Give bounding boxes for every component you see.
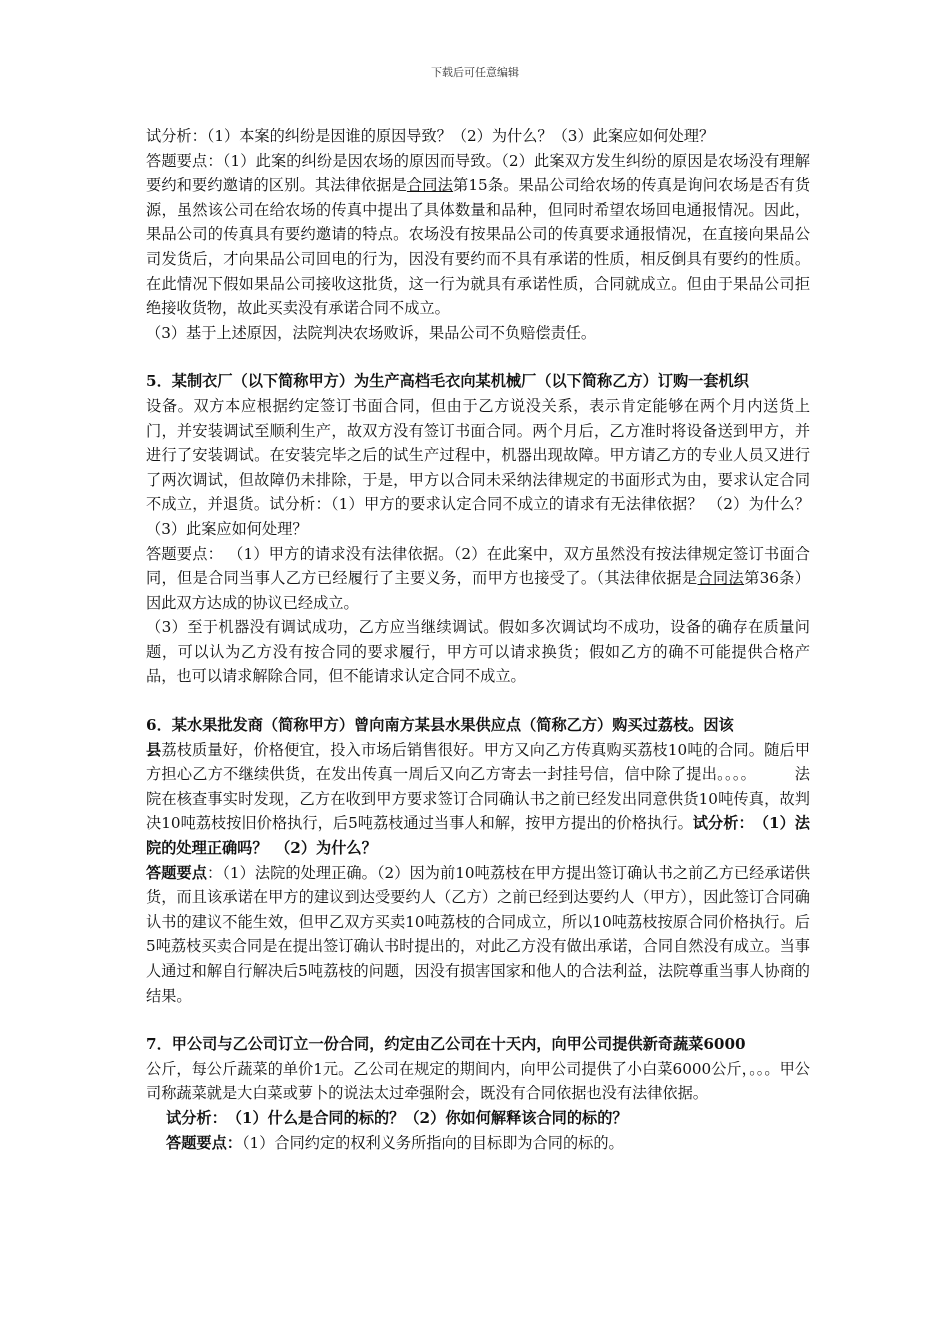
case7-title: 7．甲公司与乙公司订立一份合同，约定由乙公司在十天内，向甲公司提供新奇蔬菜6000 xyxy=(146,1035,746,1054)
case4-answer xyxy=(146,149,810,321)
case6-question: （1）法院的处理正确吗？ （2）为什么？ xyxy=(146,814,810,858)
page-header: 下载后可任意编辑 xyxy=(431,66,519,79)
case6-answer xyxy=(146,861,810,1009)
contract-law-link[interactable]: 合同法 xyxy=(697,569,745,588)
case4-answer-text-cont: 第15条。果品公司给农场的传真是询问农场是否有货源，虽然该公司在给农场的传真中提出了具体数量和品种，但同时希望农场回电通报情况。因此，果品公司的传真具有要约邀请的特点。农场没有按果品公司的传真要求通报情况，在直接向果品公司发货后，才向果品公司回电的行为，因没有要约而不具有承诺的性质，相反倒具有要约的性质。在此情况下假如果品公司接收这批货，这一行为就具有承诺性质，合同就成立。但由于果品公司拒绝接收货物，故此买卖没有承诺合同不成立。 xyxy=(146,176,811,318)
case5-answer-text: 答题要点： （1）甲方的请求没有法律依据。（2）在此案中，双方虽然没有按法律规定签订书面合同，但是合同当事人乙方已经履行了主要义务，而甲方也接受了。（其法律依据是 xyxy=(146,544,810,588)
case5-answer-text-cont: 第36条）因此双方达成的协议已经成立。 xyxy=(146,569,810,612)
case6-question-label: 试分析： xyxy=(692,814,747,833)
case6-answer-text: ：（1）法院的处理正确。（2）因为前10吨荔枝在甲方提出签订确认书之前乙方已经承诺供货，而且该承诺在甲方的建议到达受要约人（乙方）之前已经到达要约人（甲方），因此签订合同确认书的建议不能生效，但甲乙双方买卖10吨荔枝的合同成立，所以10吨荔枝按原合同价格执行。后5吨荔枝买卖合同是在提出签订确认书时提出的，对此乙方没有做出承诺，合同自然没有成立。当事人通过和解自行解决后5吨荔枝的问题，因没有损害国家和他人的合法利益，法院尊重当事人协商的结果。 xyxy=(146,863,811,1005)
document-body xyxy=(146,124,810,1155)
case4-answer-text: 答题要点：（1）此案的纠纷是因农场的原因而导致。（2）此案双方发生纠纷的原因是农场没有理解要约和要约邀请的区别。其法律依据是 xyxy=(146,151,810,195)
case7-body: 公斤，每公斤蔬菜的单价1元。乙公司在规定的期间内，向甲公司提供了小白菜6000公斤，。。。甲公司称蔬菜就是大白菜或萝卜的说法太过牵强附会，既没有合同依据也没有法律依据。 xyxy=(146,1059,810,1103)
case6-body xyxy=(146,738,810,861)
case7-answer-line xyxy=(146,1131,810,1156)
case5-title: 5．某制衣厂（以下简称甲方）为生产高档毛衣向某机械厂（以下简称乙方）订购一套机织 xyxy=(146,372,749,391)
case4-question: 试分析：（1）本案的纠纷是因谁的原因导致？（2）为什么？（3）此案应如何处理？ xyxy=(146,127,715,145)
case6-body-text: 荔枝质量好，价格便宜，投入市场后销售很好。甲方又向乙方传真购买荔枝10吨的合同。随后甲方担心乙方不继续供货，在发出传真一周后又向乙方寄去一封挂号信，信中除了提出。。。。 法院在核查事实时发现，乙方在收到甲方要求签订合同确认书之前已经发出同意供货10吨传真，故判决10吨荔枝按旧价格执行，后5吨荔枝通过当事人和解，按甲方提出的价格执行。 xyxy=(146,740,811,833)
case7-question-label: 试分析： xyxy=(166,1108,220,1127)
case6-answer-label: 答题要点 xyxy=(146,863,207,882)
case4-answer-3: （3）基于上述原因，法院判决农场败诉，果品公司不负赔偿责任。 xyxy=(146,323,597,342)
case7-question-line xyxy=(146,1106,810,1131)
case7-answer-label: 答题要点： xyxy=(166,1133,242,1152)
case5-answer-3: （3）至于机器没有调试成功，乙方应当继续调试。假如多次调试均不成功，设备的确存在质量问题，可以认为乙方没有按合同的要求履行，甲方可以请求换货；假如乙方的确不可能提供合格产品，也可以请求解除合同，但不能请求认定合同不成立。 xyxy=(146,618,810,686)
case5-body: 设备。双方本应根据约定签订书面合同，但由于乙方说没关系，表示肯定能够在两个月内送货上门，并安装调试至顺利生产，故双方没有签订书面合同。两个月后，乙方准时将设备送到甲方，并进行了安装调试。在安装完毕之后的试生产过程中，机器出现故障。甲方请乙方的专业人员又进行了两次调试，但故障仍未排除，于是，甲方以合同未采纳法律规定的书面形式为由，要求认定合同不成立，并退货。试分析：（1）甲方的要求认定合同不成立的请求有无法律依据？ （2）为什么？（3）此案应如何处理？ xyxy=(146,396,810,538)
case5-answer xyxy=(146,542,810,616)
case7-answer-text: （1）合同约定的权利义务所指向的目标即为合同的标的。 xyxy=(241,1133,624,1152)
case6-title: 6．某水果批发商（简称甲方）曾向南方某县水果供应点（简称乙方）购买过荔枝。因该 xyxy=(146,716,734,735)
case7-question: （1）什么是合同的标的？（2）你如何解释该合同的标的？ xyxy=(219,1108,628,1127)
contract-law-link[interactable]: 合同法 xyxy=(406,176,454,195)
case6-title-cont: 县 xyxy=(146,740,162,759)
